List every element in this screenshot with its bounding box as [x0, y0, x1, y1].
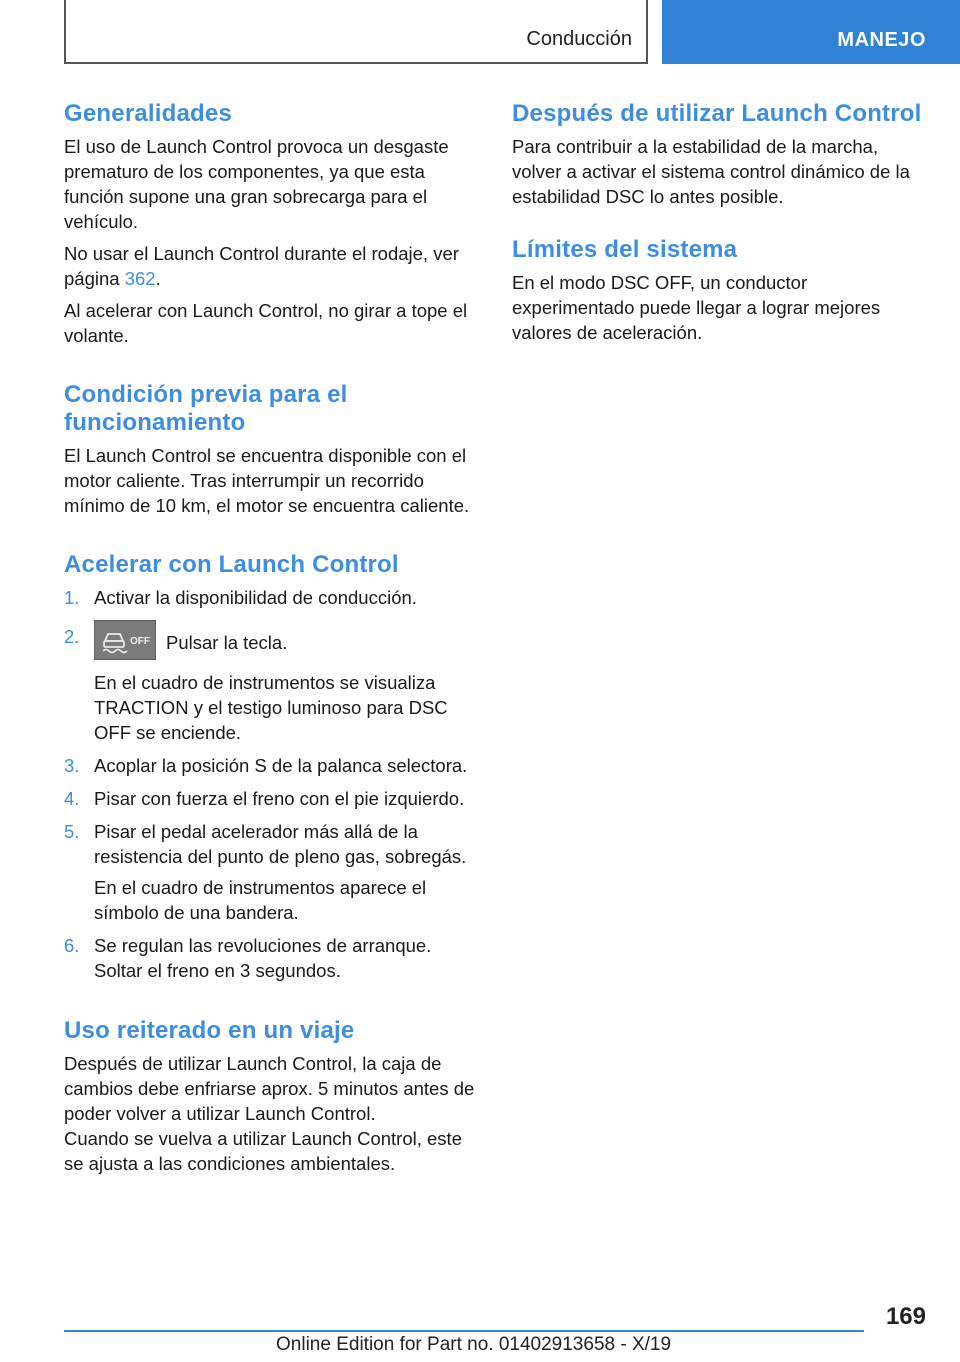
step-number: 6. — [64, 935, 80, 956]
list-item — [64, 819, 480, 925]
step-text: Pisar con fuerza el freno con el pie izquierdo. — [94, 788, 465, 809]
paragraph: El Launch Control se encuentra disponible con el motor caliente. Tras interrumpir un recorrido mínimo de 10 km, el motor se encuentra caliente. — [64, 445, 470, 516]
paragraph: En el modo DSC OFF, un conductor experimentado puede llegar a lograr mejores valores de aceleración. — [512, 272, 881, 343]
list-item — [64, 933, 480, 983]
footer-divider — [64, 1330, 864, 1332]
paragraph-text: . — [155, 268, 161, 289]
heading-acelerar: Acelerar con Launch Control — [64, 551, 399, 578]
header-section-title: Conducción — [526, 28, 632, 50]
heading-condicion-previa: Condición previa para el funcionamiento — [64, 381, 348, 436]
step-text: Se regulan las revoluciones de arranque. Soltar el freno en 3 segundos. — [94, 935, 432, 981]
header-chapter-tab — [662, 0, 960, 64]
footer-edition: Online Edition for Part no. 01402913658 - X/19 — [276, 1334, 672, 1355]
header-chapter-label: MANEJO — [837, 29, 926, 51]
header-section-box — [64, 0, 648, 64]
step-number: 2. — [64, 626, 80, 647]
right-column — [512, 100, 928, 352]
steps-list — [64, 585, 480, 983]
heading-limites: Límites del sistema — [512, 236, 738, 263]
paragraph-text: No usar el Launch Control durante el rodaje, ver página — [64, 243, 459, 289]
page-link[interactable]: 362 — [124, 268, 156, 289]
paragraph-rodaje — [64, 241, 480, 291]
dsc-off-icon — [94, 620, 156, 660]
step-text: Pisar el pedal acelerador más allá de la resistencia del punto de pleno gas, sobregás. — [94, 821, 467, 867]
step-number: 4. — [64, 788, 80, 809]
list-item — [64, 753, 480, 778]
paragraph: Al acelerar con Launch Control, no girar a tope el volante. — [64, 300, 468, 346]
paragraph: Después de utilizar Launch Control, la caja de cambios debe enfriarse aprox. 5 minutos antes de poder volver a utilizar Launch Control. — [64, 1053, 475, 1124]
step-number: 3. — [64, 755, 80, 776]
page-number: 169 — [885, 1303, 926, 1330]
list-item — [64, 624, 480, 745]
heading-uso-reiterado: Uso reiterado en un viaje — [64, 1017, 355, 1044]
heading-generalidades: Generalidades — [64, 100, 233, 127]
step-number: 1. — [64, 587, 80, 608]
step-number: 5. — [64, 821, 80, 842]
list-item — [64, 786, 480, 811]
dsc-off-icon-label: OFF — [130, 636, 150, 647]
step-subtext: En el cuadro de instrumentos se visualiza TRACTION y el testigo luminoso para DSC OFF se enciende. — [94, 672, 448, 743]
step-subtext: En el cuadro de instrumentos aparece el símbolo de una bandera. — [94, 877, 427, 923]
list-item — [64, 585, 480, 610]
paragraph: Cuando se vuelva a utilizar Launch Control, este se ajusta a las condiciones ambientales. — [64, 1128, 462, 1174]
heading-despues-launch: Después de utilizar Launch Control — [512, 100, 922, 127]
step-text: Acoplar la posición S de la palanca selectora. — [94, 755, 468, 776]
step-text: Activar la disponibilidad de conducción. — [94, 587, 417, 608]
left-column — [64, 100, 480, 1183]
paragraph: Para contribuir a la estabilidad de la marcha, volver a activar el sistema control dinámico de la estabilidad DSC lo antes posible. — [512, 136, 910, 207]
paragraph: El uso de Launch Control provoca un desgaste prematuro de los componentes, ya que esta función supone una gran sobrecarga para el vehículo. — [64, 136, 449, 232]
step-text: Pulsar la tecla. — [166, 631, 288, 653]
